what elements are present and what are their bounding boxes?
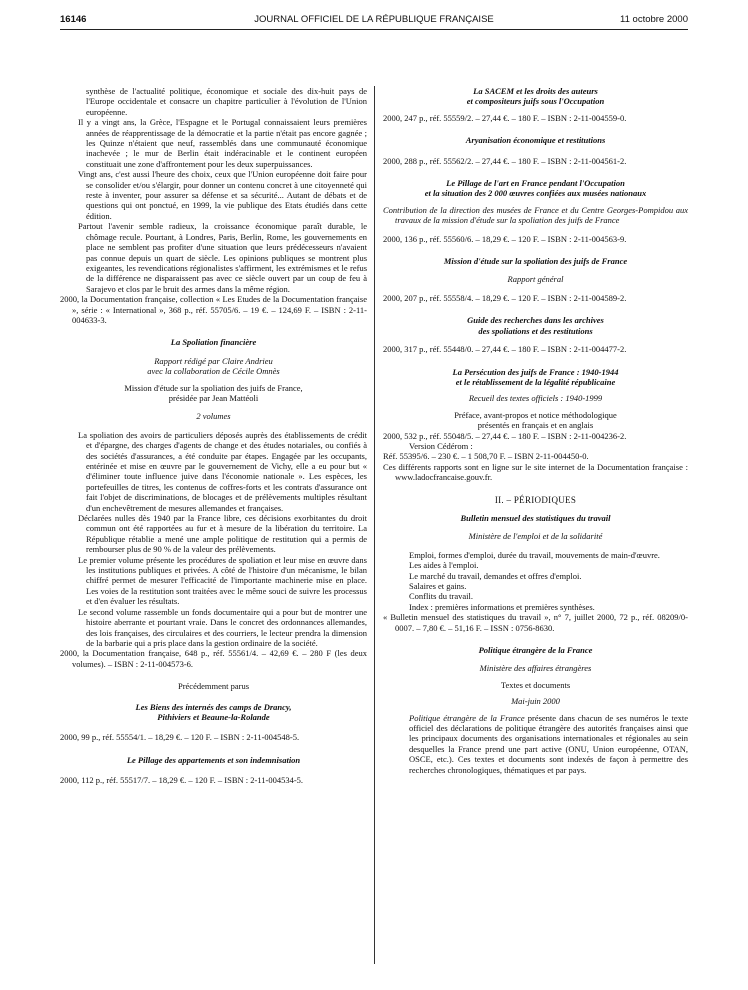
publication-reference: 2000, 288 p., réf. 55562/2. – 27,44 €. – 180 F. – ISBN : 2-11-004561-2. [383, 155, 627, 166]
publication-reference: 2000, la Documentation française, collection « Les Etudes de la Documentation française », série : « International », 368 p., réf. 55705/6. – 19 €. – 124,69 F. – ISBN : 2-11-004633-3. [60, 294, 367, 325]
subtitle: Rapport général [507, 274, 564, 285]
publication-reference: 2000, 112 p., réf. 55517/7. – 18,29 €. – 120 F. – ISBN : 2-11-004534-5. [60, 775, 304, 786]
section-heading: et le rétablissement de la légalité républicaine [455, 376, 616, 387]
list-item: Emploi, formes d'emploi, durée du travail, mouvements de main-d'œuvre. [409, 549, 660, 560]
paragraph: Partout l'avenir semble radieux, la croissance économique paraît durable, le chômage recule. Pourtant, à Londres, Paris, Berlin, Rome, les gouvernements en place ne semblent pas profiter d'une situation que leurs prédécesseurs n'avaient pas connue depuis un quart de siècle. Les opinions publiques se montrent plus exigeantes, les revendications régionalistes s'affirment, les extrémismes et le refus de la différence ne disparaissent pas avec ce siècle ouvert par un coup de feu à Sarajevo et clos par le bruit des armes dans la même région. [78, 221, 367, 294]
cdrom-label: Version Cédérom : [409, 440, 473, 451]
section-heading: La Spoliation financière [170, 337, 257, 348]
list-item: Les aides à l'emploi. [409, 560, 479, 571]
paragraph: Il y a vingt ans, la Grèce, l'Espagne et le Portugal connaissaient leurs premières années de réapprentissage de la démocratie et la partie n'était pas encore gagnée ; les Quinze n'étaient que neuf, rassemblés dans une communauté économique inachevée ; le mur de Berlin était indéracinable et le continent européen constituait une zone d'affrontement pour les deux superpuissances. [78, 117, 367, 169]
contents-list [383, 550, 688, 612]
section-heading: et compositeurs juifs sous l'Occupation [466, 96, 605, 107]
subtitle: Recueil des textes officiels : 1940-1999 [468, 393, 603, 404]
list-item: Conflits du travail. [409, 591, 473, 602]
preface-line: présentés en français et en anglais [477, 420, 594, 431]
previously-published-label: Précédemment parus [177, 681, 250, 692]
paragraph: Le second volume rassemble un fonds documentaire qui a pour but de montrer une histoire aberrante et pourtant vraie. Dans le concret des ordonnances allemandes, des lois françaises, des circulaires et des courriers, le lecteur prendra la dimension de la barbarie qui a pris place dans la gestion ordinaire de la société. [78, 606, 367, 648]
section-heading: Guide des recherches dans les archives [467, 315, 604, 326]
publication-reference: 2000, 207 p., réf. 55558/4. – 18,29 €. – 120 F. – ISBN : 2-11-004589-2. [383, 292, 627, 303]
subtitle: Textes et documents [500, 679, 571, 690]
publication-reference: 2000, 136 p., réf. 55560/6. – 18,29 €. – 120 F. – ISBN : 2-11-004563-9. [383, 233, 627, 244]
ministry-line: Ministère des affaires étrangères [479, 663, 592, 674]
section-title: II. – PÉRIODIQUES [494, 494, 577, 505]
left-column [60, 86, 367, 786]
section-heading: et la situation des 2 000 œuvres confiées aux musées nationaux [424, 188, 647, 199]
section-heading: Bulletin mensuel des statistiques du travail [460, 512, 611, 523]
paragraph [383, 713, 688, 775]
section-heading: des spoliations et des restitutions [478, 325, 593, 336]
publication-reference: 2000, 99 p., réf. 55554/1. – 18,29 €. – 120 F. – ISBN : 2-11-004548-5. [60, 732, 300, 743]
publication-reference: « Bulletin mensuel des statistiques du travail », n° 7, juillet 2000, 72 p., réf. 08209/0-0007. – 7,80 €. – 51,16 F. – ISSN : 0756-8630. [383, 612, 688, 633]
header-rule [60, 29, 688, 30]
journal-name: Politique étrangère de la France [409, 712, 525, 723]
paragraph: Vingt ans, c'est aussi l'heure des choix, ceux que l'Union européenne doit faire pour se consolider et/ou s'élargir, pour donner un contenu concret à une citoyenneté qui reste à inventer, pour assurer sa défense et sa sécurité... Autant de débats et de questions qui ont ponctué, en 1999, la vie publique des Etats étudiés dans cette édition. [78, 169, 367, 221]
mission-line: présidée par Jean Mattéoli [168, 392, 259, 403]
publication-reference: 2000, 532 p., réf. 55048/5. – 27,44 €. – 180 F. – ISBN : 2-11-004236-2. [383, 430, 627, 441]
publication-reference: 2000, 247 p., réf. 55559/2. – 27,44 €. – 180 F. – ISBN : 2-11-004559-0. [383, 112, 627, 123]
publication-reference: 2000, la Documentation française, 648 p., réf. 55561/4. – 42,69 €. – 280 F (les deux volumes). – ISBN : 2-11-004573-6. [60, 648, 367, 669]
list-item: Salaires et gains. [409, 581, 467, 591]
list-item: Le marché du travail, demandes et offres d'emploi. [409, 570, 582, 581]
list-item: Index : premières informations et premières synthèses. [409, 601, 595, 612]
section-heading: Le Pillage de l'art en France pendant l'Occupation [446, 178, 625, 189]
page-header [60, 14, 688, 30]
section-heading: La SACEM et les droits des auteurs [473, 86, 598, 96]
journal-title: JOURNAL OFFICIEL DE LA RÉPUBLIQUE FRANÇAISE [254, 14, 494, 25]
paragraph-text: présente dans chacun de ses numéros le texte officiel des déclarations de politique étrangère des autorités françaises ainsi que les principaux documents des organisations internationales et régionales au sein desquelles la France prend une part active (ONU, Union européenne, OTAN, OSCE, etc.). Ces textes et documents sont indexés de façon à permettre des recherches chronologiques, thématiques et par pays. [409, 712, 688, 775]
publication-reference: Réf. 55395/6. – 230 €. – 1 508,70 F. – ISBN 2-11-004450-0. [383, 451, 589, 462]
section-heading: Politique étrangère de la France [478, 645, 593, 656]
volumes-line: 2 volumes [196, 411, 231, 422]
contribution-note: Contribution de la direction des musées de France et du Centre Georges-Pompidou aux travaux de la mission d'étude sur la spoliation des juifs de France [383, 204, 688, 226]
section-heading: Aryanisation économique et restitutions [465, 135, 606, 146]
section-heading: Les Biens des internés des camps de Drancy, [135, 701, 292, 712]
author-line: Rapport rédigé par Claire Andrieu [154, 355, 273, 366]
page-number: 16146 [60, 14, 87, 25]
section-heading: Pithiviers et Beaune-la-Rolande [157, 711, 270, 722]
ministry-line: Ministère de l'emploi et de la solidarité [468, 531, 603, 542]
section-heading: La Persécution des juifs de France : 1940-1944 [452, 366, 619, 377]
mission-line: Mission d'étude sur la spoliation des juifs de France, [124, 382, 303, 393]
author-line: avec la collaboration de Cécile Omnès [147, 366, 280, 377]
online-note: Ces différents rapports sont en ligne sur le site internet de la Documentation française : www.ladocfrancaise.gouv.fr. [383, 461, 688, 483]
preface-line: Préface, avant-propos et notice méthodologique [454, 409, 617, 420]
issue-date: 11 octobre 2000 [620, 14, 688, 25]
column-divider [374, 86, 375, 964]
section-heading: Mission d'étude sur la spoliation des juifs de France [443, 256, 628, 267]
paragraph: synthèse de l'actualité politique, économique et sociale des dix-huit pays de l'Europe occidentale et consacre un chapitre particulier à l'évolution de l'Union européenne. [86, 86, 367, 117]
section-heading: Le Pillage des appartements et son indemnisation [126, 754, 301, 765]
paragraph: Déclarées nulles dès 1940 par la France libre, ces décisions exorbitantes du droit commun ont été rapportées au fur et à mesure de la libération du territoire. La République rétablie a mené une ample politique de restitution qui a permis de rembourser plus de 90 % de la valeur des prélèvements. [78, 513, 367, 555]
paragraph: La spoliation des avoirs de particuliers déposés auprès des établissements de crédit et d'épargne, des charges d'agents de change et des études notariales, ou confiés à des sociétés d'assurances, a été conduite par étapes. Engagée par les occupants, entérinée et mise en œuvre par le gouvernement de Vichy, elle a eu pour but « d'éliminer toute influence juive dans l'économie nationale ». Les espèces, les portefeuilles de titres, les contenus de coffres-forts et les contrats d'assurance ont fait l'objet de discriminations, de blocages et de prélèvements multiples résultant d'un enchevêtrement de mesures allemandes et françaises. [78, 429, 367, 513]
right-column [383, 86, 688, 775]
paragraph: Le premier volume présente les procédures de spoliation et leur mise en œuvre dans les institutions publiques et privées. A côté de l'histoire d'un mécanisme, le bilan chiffré permet de mesurer l'efficacité de l'importante machinerie mise en place. Les voies de la restitution sont traitées avec le même souci de suivre les processus et d'en évaluer les résultats. [78, 554, 367, 607]
issue-period: Mai-juin 2000 [511, 696, 560, 707]
publication-reference: 2000, 317 p., réf. 55448/0. – 27,44 €. – 180 F. – ISBN : 2-11-004477-2. [383, 344, 627, 355]
